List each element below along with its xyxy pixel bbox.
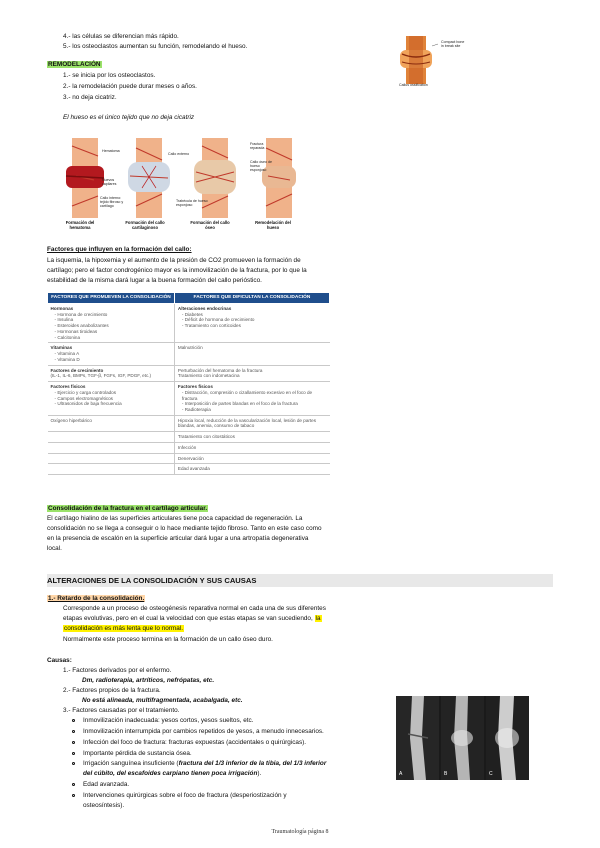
table-cell-dificultan — [174, 343, 329, 365]
retardo-p3: consolidación es más lenta que lo normal. — [64, 625, 184, 632]
table-cell-title: Hormonas — [50, 305, 74, 311]
table-cell-promueven — [48, 442, 175, 453]
top-item-5: 5.- los osteoclastos aumentan su función, remodelando el hueso. — [63, 43, 248, 50]
caption-callo-cartilaginoso: Formación del callo cartilaginoso — [125, 220, 165, 231]
treatment-bullet-2: Inmovilización interrumpida por cambios repetidos de yesos, a menudo innecesarios. — [72, 727, 324, 736]
treatment-bullet-3: Infección del foco de fractura: fracturas expuestas (accidentales o quirúrgicas). — [72, 738, 306, 747]
table-cell-item: Hipoxia local, reducción de la vascularización local, lesión de partes blandas, anemia, consumo de tabaco — [177, 417, 317, 429]
table-cell-item: - Hormonas tiroideas — [54, 328, 98, 334]
table-cell-item: - Ejercicio y carga controlados — [54, 389, 117, 395]
table-cell-item: - Calcitonina — [54, 334, 81, 340]
remodelacion-item-2: 2.- la remodelación puede durar meses o años. — [63, 83, 197, 90]
causa-2-example: No está alineada, multifragmentada, acabalgada, etc. — [82, 697, 243, 704]
causa-1-example: Dm, radioterapia, artríticos, nefrópatas, etc. — [82, 677, 215, 684]
retardo-heading: 1.- Retardo de la consolidación. — [48, 595, 145, 602]
caption-callo-oseo: Formación del callo óseo — [190, 220, 230, 231]
table-cell-title: Factores de crecimiento — [50, 367, 104, 373]
table-cell-title: Factores físicos — [177, 384, 213, 390]
table-cell-dificultan — [174, 442, 329, 453]
label-hematoma: Hematoma — [102, 149, 120, 153]
xray-label-c: C — [489, 771, 493, 777]
table-cell-promueven — [48, 303, 175, 342]
table-header-promueven: FACTORES QUE PROMUEVEN LA CONSOLIDACIÓN — [48, 293, 175, 304]
table-cell-item: - Tratamiento con corticoides — [181, 323, 241, 329]
table-cell-item: - Vitamina D — [54, 356, 80, 362]
caption-remodelacion: Remodelación del hueso — [255, 220, 291, 231]
table-cell-promueven — [48, 382, 175, 416]
table-cell-item: - Radioterapia — [181, 407, 211, 412]
factores-paragraph-line-2: cartílago; pero el factor condrogénico mayor es la inmovilización de la fractura, por lo que la — [47, 267, 307, 274]
table-cell-title: Alteraciones endocrinas — [177, 305, 232, 311]
cartilago-paragraph-line-1: El cartílago hialino de las superficies articulares tiene poca capacidad de regeneración. La — [47, 515, 303, 522]
table-cell-dificultan — [174, 464, 329, 475]
table-cell-dificultan — [174, 303, 329, 342]
treatment-bullet-4: Importante pérdida de sustancia ósea. — [72, 749, 192, 758]
label-callo-externo: Callo externo — [168, 152, 190, 156]
table-cell-item: Denervación — [177, 455, 204, 461]
retardo-p2: etapas evolutivas, pero en el cual la velocidad con que estas etapas se van sucediendo, la — [63, 615, 321, 622]
causa-1: 1.- Factores derivados por el enfermo. — [63, 667, 172, 674]
table-cell-title-extra: (IL-1, IL-6, BMPs, TGF-β, FGFs, IGF, PDGF, etc.) — [50, 373, 152, 379]
label-nuevos-capilares: Nuevos capilares — [102, 178, 117, 187]
table-cell-item: - Interposición de partes blandas en el foco de la fractura — [181, 401, 298, 407]
table-cell-item: Tratamiento con citostáticos — [177, 434, 235, 440]
table-cell-item: - Distracción, compresión o cizallamiento excesivo en el foco de fractura — [181, 389, 313, 401]
table-cell-item: Tratamiento con indometacina — [177, 373, 240, 379]
causas-label: Causas: — [47, 657, 72, 664]
table-row — [48, 432, 330, 443]
alteraciones-heading: ALTERACIONES DE LA CONSOLIDACIÓN Y SUS CAUSAS — [47, 574, 553, 587]
remodelacion-heading: REMODELACIÓN — [48, 61, 101, 68]
cartilago-paragraph-line-3: en la presencia de escalón en la superficie articular dará lugar a una artropatía degenerativa — [47, 535, 309, 542]
table-cell-item: Edad avanzada — [177, 466, 210, 472]
table-cell-dificultan — [174, 415, 329, 431]
label-fractura-reparada: Fractura reparada — [250, 142, 265, 151]
table-row — [48, 303, 330, 342]
table-cell-promueven — [48, 365, 175, 381]
factores-paragraph-line-3: estabilidad de la misma dará lugar a la buena formación del callo perióstico. — [47, 277, 262, 284]
table-row — [48, 365, 330, 381]
table-cell-dificultan — [174, 432, 329, 443]
table-cell-promueven — [48, 415, 175, 431]
table-cell-title: Vitaminas — [50, 345, 73, 351]
retardo-p4: Normalmente este proceso termina en la formación de un callo óseo duro. — [63, 636, 273, 643]
remodelacion-item-1: 1.- se inicia por los osteoclastos. — [63, 72, 156, 79]
table-cell-promueven — [48, 464, 175, 475]
xray-label-a: A — [399, 771, 403, 777]
table-cell-item: - Campos electromagnéticos — [54, 395, 113, 401]
causa-2: 2.- Factores propios de la fractura. — [63, 687, 161, 694]
factores-table — [47, 292, 330, 475]
table-header-dificultan: FACTORES QUE DIFICULTAN LA CONSOLIDACIÓN — [174, 293, 329, 304]
label-trabecula: Trabécula de hueso esponjoso — [176, 199, 208, 208]
xray-figure — [396, 696, 529, 780]
table-row — [48, 415, 330, 431]
treatment-bullet-6: Intervenciones quirúrgicas sobre el foco de fractura (desperiostización y — [72, 791, 287, 800]
table-cell-promueven — [48, 343, 175, 365]
figure-label-compact-bone: Compact bone in break site — [441, 40, 465, 49]
retardo-p1: Corresponde a un proceso de osteogénesis reparativa normal en cada una de sus diferentes — [63, 605, 326, 612]
treatment-bullet-1: Inmovilización inadecuada: yesos cortos, yesos sueltos, etc. — [72, 716, 254, 725]
label-callo-oseo: Callo óseo de hueso esponjoso — [250, 160, 272, 173]
page-footer: Traumatología página 8 — [271, 829, 329, 835]
caption-formacion-hematoma: Formación del hematoma — [65, 220, 95, 231]
table-row — [48, 464, 330, 475]
treatment-bullet-irrigacion-cont: del cúbito, del escafoides carpiano tienen poca irrigación). — [83, 770, 262, 777]
table-cell-item: - Vitamina A — [54, 351, 80, 357]
table-cell-promueven — [48, 453, 175, 464]
factores-heading: Factores que influyen en la formación del callo: — [47, 246, 192, 253]
xray-label-b: B — [444, 771, 448, 777]
table-row — [48, 382, 330, 416]
table-cell-item: - Hormona de crecimiento — [54, 311, 108, 317]
treatment-bullet-5: Edad avanzada. — [72, 780, 129, 789]
cartilago-paragraph-line-4: local. — [47, 545, 62, 552]
table-cell-item: Oxígeno hiperbárico — [50, 417, 92, 423]
treatment-bullet-6-cont: osteosíntesis). — [83, 802, 125, 809]
treatment-bullet-irrigacion: Irrigación sanguínea insuficiente (fractura del 1/3 inferior de la tibia, del 1/3 inferior — [72, 759, 326, 768]
causa-3: 3.- Factores causadas por el tratamiento. — [63, 707, 180, 714]
table-cell-item: - Esteroides anabolizantes — [54, 323, 109, 329]
figure-label-callus: Callus ossification — [399, 83, 428, 87]
table-cell-promueven — [48, 432, 175, 443]
table-cell-title: Factores físicos — [50, 384, 86, 390]
table-row — [48, 453, 330, 464]
table-cell-item: Perturbación del hematoma de la fractura — [177, 367, 263, 373]
table-cell-item: Malnutrición — [177, 345, 203, 351]
table-cell-dificultan — [174, 382, 329, 416]
table-cell-item: - Insulina — [54, 317, 74, 323]
remodelacion-note: El hueso es el único tejido que no deja cicatriz — [63, 114, 195, 121]
cartilago-paragraph-line-2: consolidación no se llega a conseguir o lo hace mediante tejido fibroso. Tanto en este caso como — [47, 525, 322, 532]
table-row — [48, 343, 330, 365]
factores-paragraph-line-1: La isquemia, la hipoxemia y el aumento de la presión de CO2 promueven la formación de — [47, 257, 301, 264]
label-callo-interno: Callo interno: tejido fibroso y cartílago — [100, 196, 124, 209]
table-cell-dificultan — [174, 365, 329, 381]
cartilago-heading: Consolidación de la fractura en el cartílago articular. — [48, 505, 208, 512]
table-cell-dificultan — [174, 453, 329, 464]
table-cell-item: - Diabetes — [181, 311, 203, 317]
table-row — [48, 442, 330, 453]
top-item-4: 4.- las células se diferencian más rápido. — [63, 33, 179, 40]
remodelacion-item-3: 3.- no deja cicatriz. — [63, 94, 117, 101]
table-cell-item: - Déficit de hormona de crecimiento — [181, 317, 255, 323]
table-cell-item: Infección — [177, 444, 197, 450]
table-cell-item: - Ultrasonidos de baja frecuencia — [54, 401, 122, 407]
